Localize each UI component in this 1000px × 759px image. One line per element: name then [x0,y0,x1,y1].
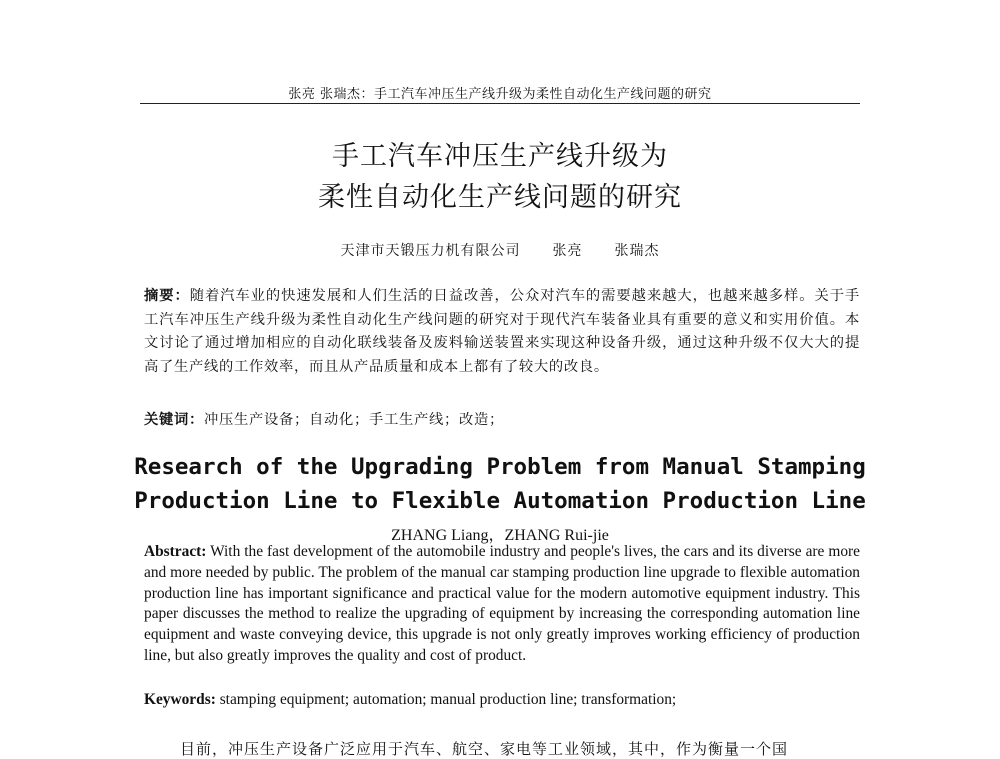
abstract-cn [144,285,860,379]
running-head: 张亮 张瑞杰：手工汽车冲压生产线升级为柔性自动化生产线问题的研究 [288,87,712,102]
title-cn-line-1: 手工汽车冲压生产线升级为 [332,141,668,172]
title-cn-line-2: 柔性自动化生产线问题的研究 [318,182,682,213]
author-cn-2: 张瑞杰 [614,243,660,259]
keywords-cn-text: 冲压生产设备；自动化；手工生产线；改造； [204,412,504,428]
abstract-cn-label: 摘要： [144,288,190,304]
header-rule [140,103,860,104]
keywords-en [144,690,860,711]
keywords-cn-label: 关键词： [144,412,204,428]
keywords-en-text: stamping equipment; automation; manual production line; transformation; [219,691,677,708]
abstract-cn-text: 随着汽车业的快速发展和人们生活的日益改善，公众对汽车的需要越来越大，也越来越多样。关于手工汽车冲压生产线升级为柔性自动化生产线问题的研究对于现代汽车装备业具有重要的意义和实用价值。本文讨论了通过增加相应的自动化联线装备及废料输送装置来实现这种设备升级，通过这种升级不仅大大的提高了生产线的工作效率，而且从产品质量和成本上都有了较大的改良。 [144,288,860,375]
abstract-en-label: Abstract: [144,543,207,560]
abstract-en-text: With the fast development of the automobile industry and people's lives, the cars and its diverse are more and more needed by public. The problem of the manual car stamping production line upgrade to flexible automation production line has important significance and practical value for the modern automotive equipment industry. This paper discusses the method to realize the upgrading of equipment by increasing the corresponding automation line equipment and waste conveying device, this upgrade is not only greatly improves working efficiency of production line, but also greatly improves the quality and cost of product. [144,543,860,664]
authors-cn [0,240,1000,260]
keywords-cn [144,409,860,431]
body-first-line: 目前，冲压生产设备广泛应用于汽车、航空、家电等工业领域，其中，作为衡量一个国 [180,740,789,758]
authors-en: ZHANG Liang，ZHANG Rui-jie [391,527,609,544]
keywords-en-label: Keywords: [144,691,216,708]
abstract-en [144,542,860,667]
title-en-line-2: Production Line to Flexible Automation Production Line [134,488,866,514]
affiliation-cn: 天津市天锻压力机有限公司 [340,243,521,259]
title-en-line-1: Research of the Upgrading Problem from Manual Stamping [134,454,866,480]
author-cn-1: 张亮 [552,243,583,259]
